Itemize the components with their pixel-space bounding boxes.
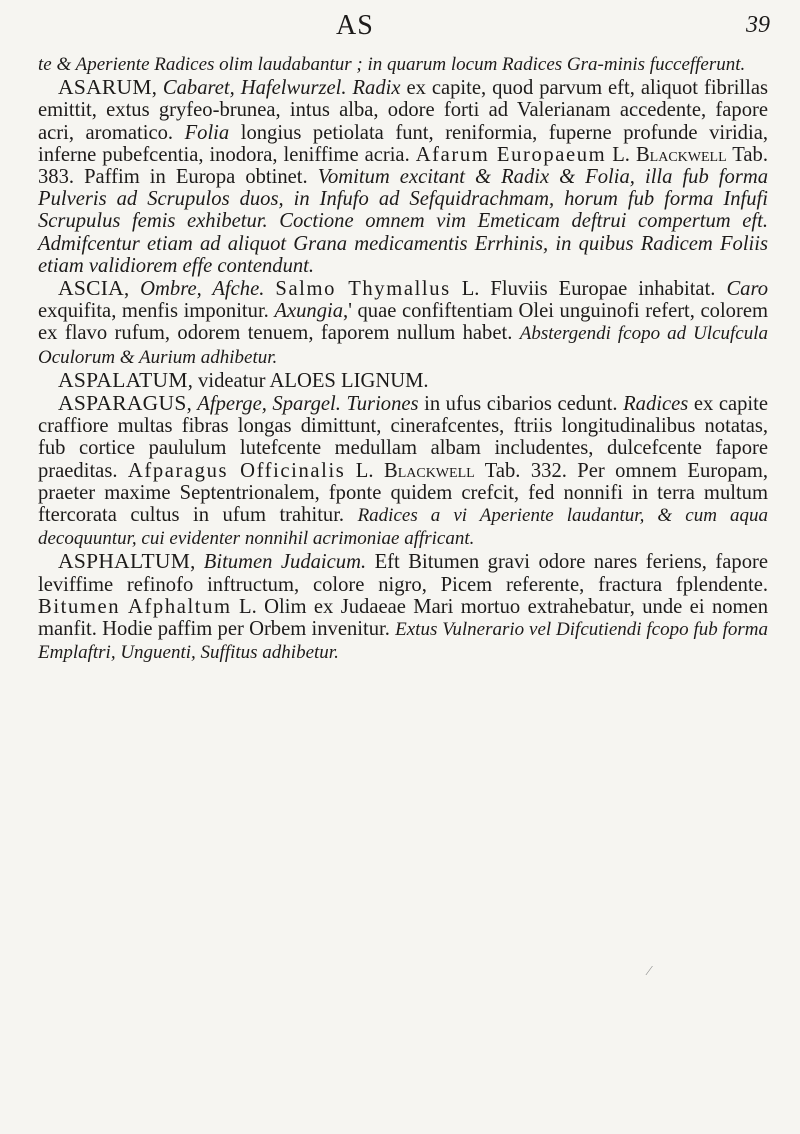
running-head: AS xyxy=(336,10,374,41)
entry-heading: ASPARAGUS xyxy=(58,391,187,416)
entry-asphaltum: ASPHALTUM, Bitumen Judaicum. Eft Bitumen gravi odore nares feriens, fapore leviffime refinofo inftructum, colore nigro, Picem referente, fractura fplendente. Bitumen Afphaltum L. Olim ex Judaeae Mari mortuo extrahebatur, unde ei nomen manfit. Hodie paffim per Orbem invenitur. Extus Vulnerario vel Difcutiendi fcopo fub forma Emplaftri, Unguenti, Suffitus adhibetur. xyxy=(38,549,768,664)
entry-aspalatum: ASPALATUM, videatur ALOES LIGNUM. xyxy=(58,367,429,392)
entry-heading: ASPALATUM xyxy=(58,367,188,392)
entry-ascia: ASCIA, Ombre, Afche. Salmo Thymallus L. Fluviis Europae inhabitat. Caro exquifita, menfis imponitur. Axungia,' quae confiftentiam Olei unguinofi refert, colorem ex flavo rufum, odorem tenuem, faporem nullum habet. Abstergendi fcopo ad Ulcufcula Oculorum & Aurium adhibetur. xyxy=(38,276,769,368)
continued-text: te & Aperiente Radices olim laudabantur ; in quarum locum Radices Gra-minis fuccefferunt. xyxy=(38,54,746,75)
entry-heading: ASPHALTUM xyxy=(58,549,191,574)
ink-mark: ⁄ xyxy=(648,964,651,979)
entry-heading: ASCIA xyxy=(58,276,125,301)
page-header xyxy=(0,8,800,48)
page-number: 39 xyxy=(746,12,770,38)
body-text xyxy=(38,54,768,664)
entry-asarum: ASARUM, Cabaret, Hafelwurzel. Radix ex capite, quod parvum eft, aliquot fibrillas emittit, extus gryfeo-brunea, intus alba, odore forti ad Valerianam accedente, fapore acri, aromatico. Folia longius petiolata funt, reniformia, fuperne profunde viridia, inferne pubefcentia, inodora, leniffime acria. Afarum Europaeum L. Blackwell Tab. 383. Paffim in Europa obtinet. Vomitum excitant & Radix & Folia, illa fub forma Pulveris ad Scrupulos duos, in Infufo ad Sefquidrachmam, horum fub forma Infufi Scrupulus femis exhibetur. Coctione omnem vim Emeticam deftrui compertum eft. Admifcentur etiam ad aliquot Grana medicamentis Errhinis, in quibus Radicem Foliis etiam validiorem effe contendunt. xyxy=(38,75,769,277)
entry-heading: ASARUM xyxy=(58,75,152,100)
entry-asparagus: ASPARAGUS, Afperge, Spargel. Turiones in ufus cibarios cedunt. Radices ex capite craffiore multas fibras longas dimittunt, cinerafcentes, ftriis longitudinalibus notatas, fub cortice paululum lutefcente medullam albam includentes, dulcefcente fapore praeditas. Afparagus Officinalis L. Blackwell Tab. 332. Per omnem Europam, praeter maxime Septentrionalem, fponte quidem crefcit, fed nonnifi in terra multum ftercorata cultus in ufum trahitur. Radices a vi Aperiente laudantur, & cum aqua decoquuntur, cui evidenter nonnihil acrimoniae affricant. xyxy=(38,391,769,550)
